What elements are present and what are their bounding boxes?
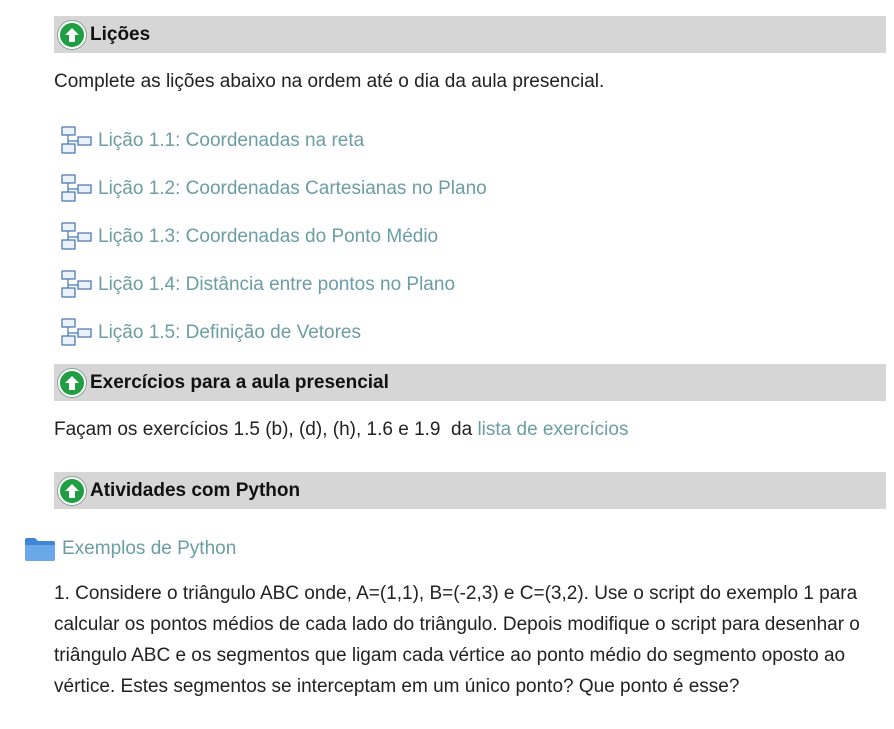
python-task-text: 1. Considere o triângulo ABC onde, A=(1,1), B=(-2,3) e C=(3,2). Use o script do exemplo 1 para calcular os pontos médios de cada lado do triângulo. Depois modifique o script para desenhar o triângulo ABC e os segmentos que ligam cada vértice ao ponto médio do segmento oposto ao vértice. Estes segmentos se interceptam em um único ponto? Que ponto é esse? xyxy=(54,583,860,697)
licoes-intro: Complete as lições abaixo na ordem até o dia da aula presencial. xyxy=(54,71,605,92)
lesson-item-1[interactable] xyxy=(60,125,364,157)
lesson-tree-icon xyxy=(60,270,94,300)
folder-exemplos-python[interactable] xyxy=(24,532,236,566)
lesson-link-5[interactable]: Lição 1.5: Definição de Vetores xyxy=(98,322,362,343)
folder-icon xyxy=(24,536,56,562)
folder-link[interactable]: Exemplos de Python xyxy=(62,538,237,559)
lesson-tree-icon xyxy=(60,174,94,204)
lesson-item-5[interactable] xyxy=(60,317,361,349)
section-header-python xyxy=(54,472,886,509)
lesson-item-3[interactable] xyxy=(60,221,438,253)
arrow-up-circle-icon[interactable] xyxy=(58,369,86,397)
section-header-licoes xyxy=(54,16,886,53)
arrow-up-circle-icon[interactable] xyxy=(58,477,86,505)
lesson-tree-icon xyxy=(60,126,94,156)
lesson-link-2[interactable]: Lição 1.2: Coordenadas Cartesianas no Plano xyxy=(98,178,487,199)
exercicios-paragraph xyxy=(54,414,886,445)
lista-exercicios-link[interactable]: lista de exercícios xyxy=(477,419,629,440)
arrow-up-circle-icon[interactable] xyxy=(58,21,86,49)
section-title: Lições xyxy=(90,23,151,45)
lesson-link-1[interactable]: Lição 1.1: Coordenadas na reta xyxy=(98,130,365,151)
lesson-tree-icon xyxy=(60,222,94,252)
section-title: Atividades com Python xyxy=(90,479,301,501)
lesson-item-2[interactable] xyxy=(60,173,487,205)
section-header-exercicios xyxy=(54,364,886,401)
lesson-tree-icon xyxy=(60,318,94,348)
lesson-item-4[interactable] xyxy=(60,269,455,301)
lesson-link-3[interactable]: Lição 1.3: Coordenadas do Ponto Médio xyxy=(98,226,439,247)
lesson-link-4[interactable]: Lição 1.4: Distância entre pontos no Plano xyxy=(98,274,456,295)
section-title: Exercícios para a aula presencial xyxy=(90,371,389,393)
exercicios-text: Façam os exercícios 1.5 (b), (d), (h), 1.6 e 1.9 da xyxy=(54,419,478,440)
